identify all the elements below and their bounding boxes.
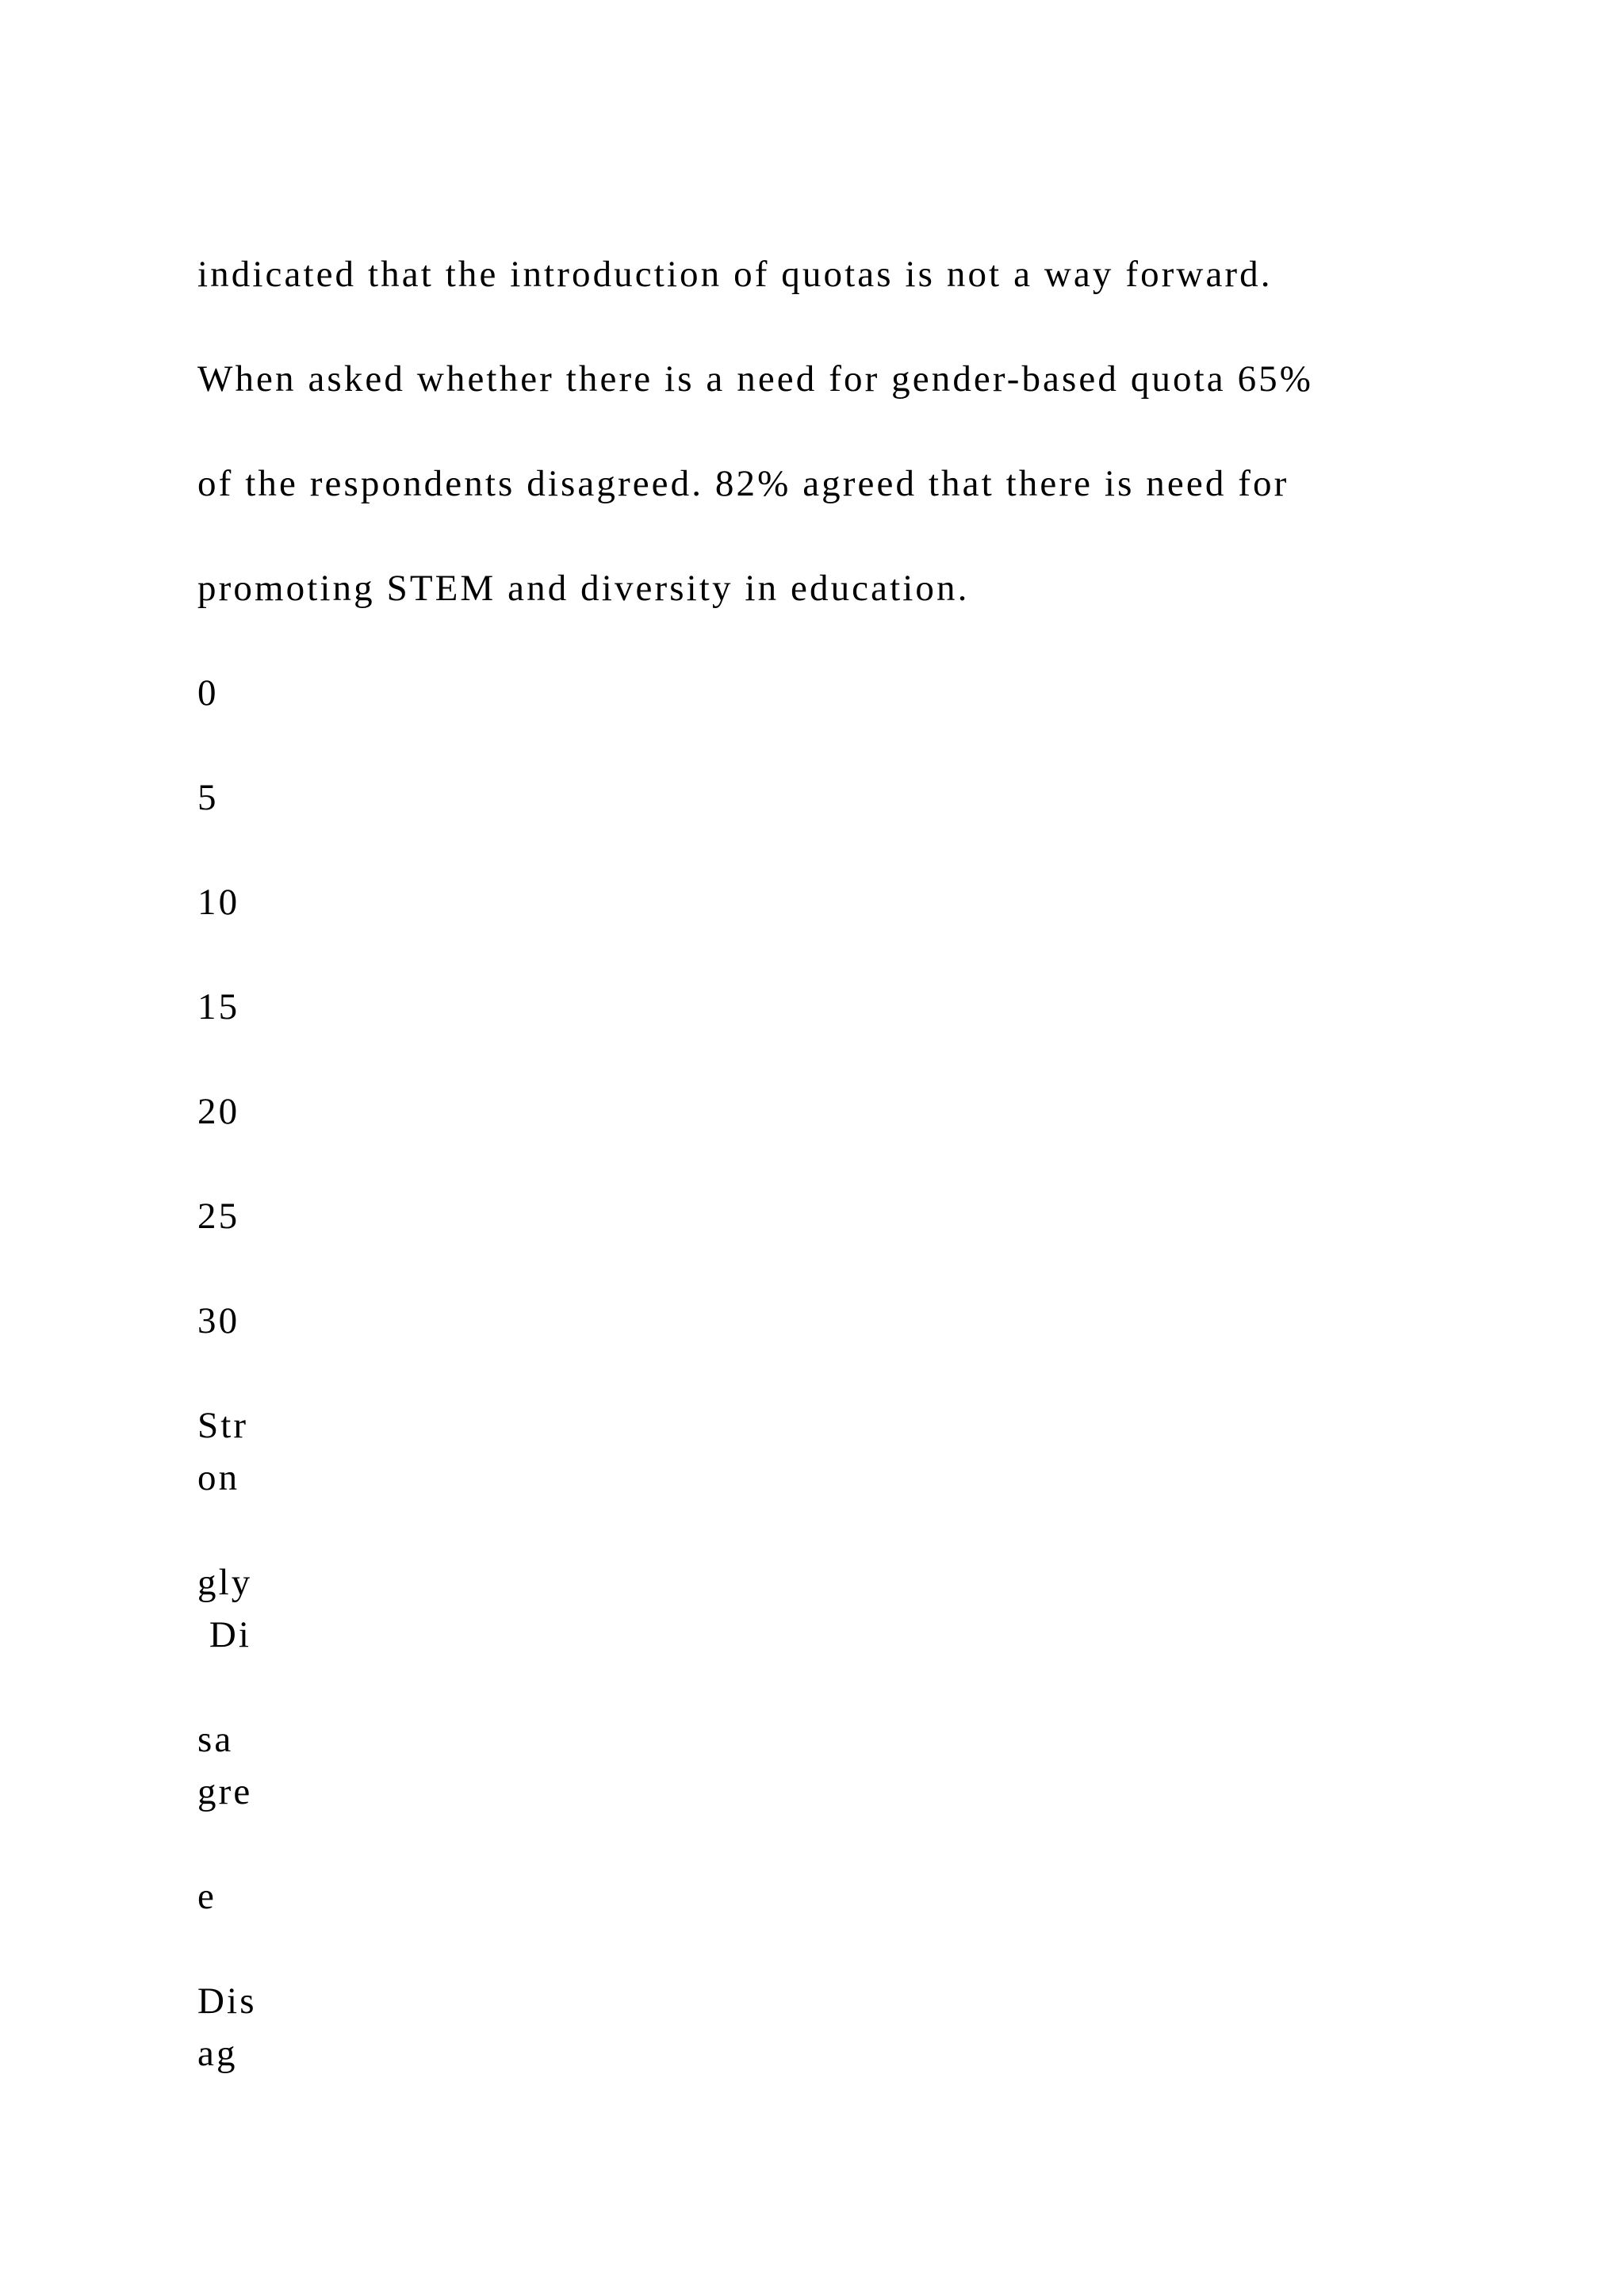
paragraph-line-4: promoting STEM and diversity in education. <box>197 568 970 609</box>
paragraph-line-2: When asked whether there is a need for gender-based quota 65% <box>197 358 1314 400</box>
paragraph-line-1: indicated that the introduction of quotas is not a way forward. <box>197 254 1273 295</box>
axis-number-5: 5 <box>197 777 219 818</box>
category-fragment-9: ag <box>197 2033 238 2074</box>
axis-number-20: 20 <box>197 1091 240 1132</box>
axis-number-30: 30 <box>197 1300 240 1341</box>
axis-number-10: 10 <box>197 882 240 923</box>
category-fragment-2: on <box>197 1457 240 1498</box>
category-fragment-1: Str <box>197 1405 249 1446</box>
axis-number-15: 15 <box>197 986 240 1027</box>
category-fragment-8: Dis <box>197 1980 257 2022</box>
category-fragment-3: gly <box>197 1562 253 1603</box>
paragraph-line-3: of the respondents disagreed. 82% agreed that there is need for <box>197 463 1289 504</box>
axis-number-0: 0 <box>197 672 219 714</box>
category-fragment-6: gre <box>197 1771 253 1812</box>
axis-number-25: 25 <box>197 1196 240 1237</box>
category-fragment-7: e <box>197 1876 216 1917</box>
category-fragment-4: Di <box>197 1614 252 1655</box>
category-fragment-5: sa <box>197 1719 234 1760</box>
